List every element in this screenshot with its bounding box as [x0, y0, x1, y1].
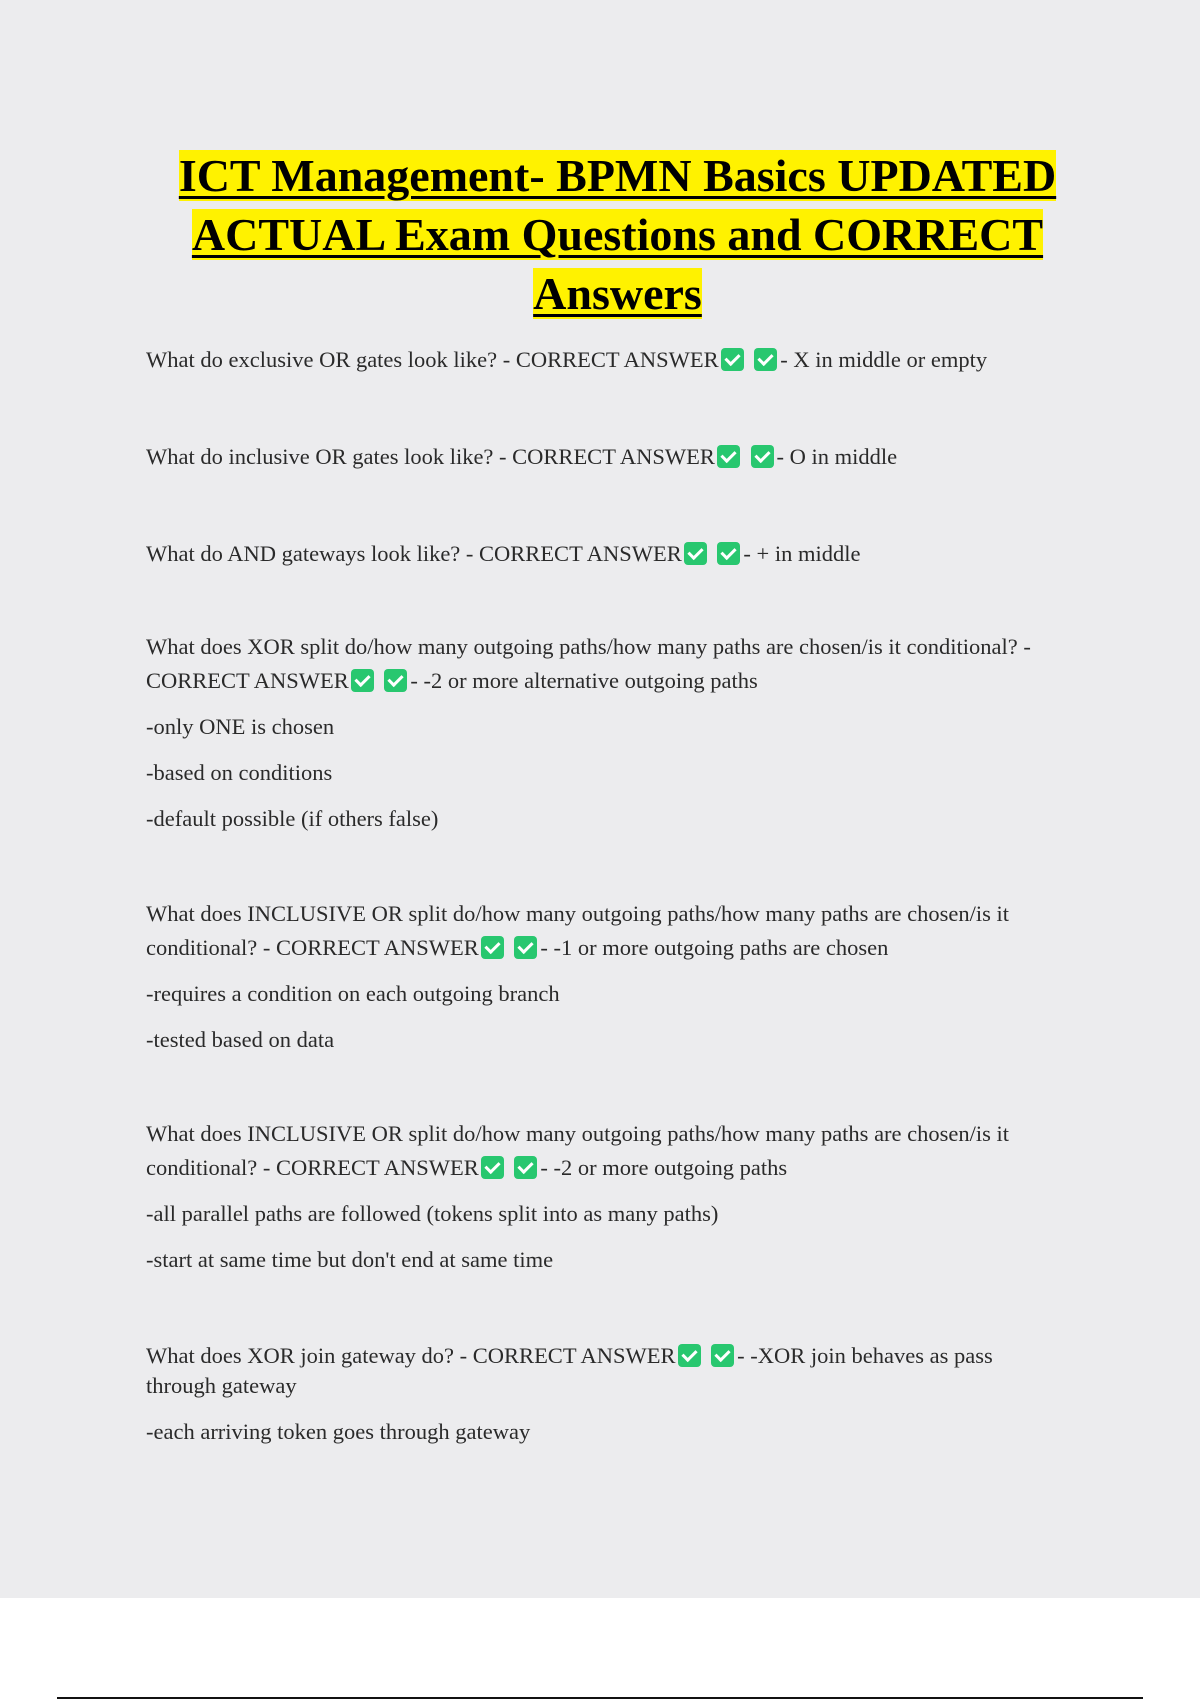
question-line — [146, 1341, 1066, 1401]
answer-detail-line: -each arriving token goes through gateway — [146, 1419, 531, 1444]
question-text: What does INCLUSIVE OR split do/how many outgoing paths/how many paths are chosen/is it conditional? - — [146, 901, 1010, 960]
answer-detail-line: -all parallel paths are followed (tokens split into as many paths) — [146, 1201, 719, 1226]
answer-text: - O in middle — [776, 444, 898, 469]
qa-item — [146, 1341, 1066, 1447]
check-mark-icon — [678, 1344, 701, 1367]
check-mark-icon — [684, 542, 707, 565]
check-mark-icon — [384, 669, 407, 692]
qa-item — [146, 897, 1086, 1057]
question-text: What do inclusive OR gates look like? - — [146, 444, 513, 469]
question-text: What does XOR split do/how many outgoing paths/how many paths are chosen/is it conditional? - — [146, 634, 1031, 659]
answer-text: - -1 or more outgoing paths are chosen — [540, 935, 889, 960]
answer-text: - X in middle or empty — [780, 347, 988, 372]
question-line — [146, 1117, 1086, 1185]
answer-marker: CORRECT ANSWER — [479, 541, 682, 566]
answer-text: - -XOR join behaves as pass through gateway — [146, 1343, 993, 1398]
question-line — [146, 343, 1086, 377]
title-text: ICT Management- BPMN Basics UPDATED ACTUAL Exam Questions and CORRECT Answers — [178, 150, 1057, 319]
answer-marker: CORRECT ANSWER — [146, 668, 349, 693]
answer-detail-line: -based on conditions — [146, 760, 333, 785]
answer-text: - -2 or more alternative outgoing paths — [410, 668, 758, 693]
qa-item — [146, 1117, 1086, 1277]
check-mark-icon — [514, 936, 537, 959]
answer-detail-line: -requires a condition on each outgoing branch — [146, 981, 560, 1006]
qa-item — [146, 537, 1086, 571]
check-mark-icon — [481, 1156, 504, 1179]
check-mark-icon — [711, 1344, 734, 1367]
question-text: What does INCLUSIVE OR split do/how many outgoing paths/how many paths are chosen/is it conditional? - — [146, 1121, 1010, 1180]
check-mark-icon — [351, 669, 374, 692]
answer-detail-line: -start at same time but don't end at same time — [146, 1247, 554, 1272]
footer-rule — [57, 1697, 1143, 1699]
answer-marker: CORRECT ANSWER — [275, 1155, 479, 1180]
check-mark-icon — [754, 348, 777, 371]
check-mark-icon — [717, 542, 740, 565]
answer-text: - + in middle — [743, 541, 861, 566]
question-line — [146, 440, 1086, 474]
answer-detail-line: -default possible (if others false) — [146, 806, 439, 831]
qa-item — [146, 630, 1086, 836]
question-line — [146, 897, 1086, 965]
document-title — [130, 146, 1105, 323]
check-mark-icon — [514, 1156, 537, 1179]
check-mark-icon — [481, 936, 504, 959]
answer-text: - -2 or more outgoing paths — [540, 1155, 788, 1180]
answer-marker: CORRECT ANSWER — [512, 444, 715, 469]
check-mark-icon — [751, 445, 774, 468]
answer-marker: CORRECT ANSWER — [515, 347, 719, 372]
question-line — [146, 630, 1086, 698]
question-line — [146, 537, 1086, 571]
check-mark-icon — [721, 348, 744, 371]
answer-marker: CORRECT ANSWER — [472, 1343, 676, 1368]
question-text: What do exclusive OR gates look like? - — [146, 347, 516, 372]
qa-item — [146, 343, 1086, 377]
answer-marker: CORRECT ANSWER — [275, 935, 479, 960]
answer-detail-line: -only ONE is chosen — [146, 714, 335, 739]
question-text: What do AND gateways look like? - — [146, 541, 480, 566]
qa-item — [146, 440, 1086, 474]
check-mark-icon — [717, 445, 740, 468]
question-text: What does XOR join gateway do? - — [146, 1343, 473, 1368]
answer-detail-line: -tested based on data — [146, 1027, 335, 1052]
